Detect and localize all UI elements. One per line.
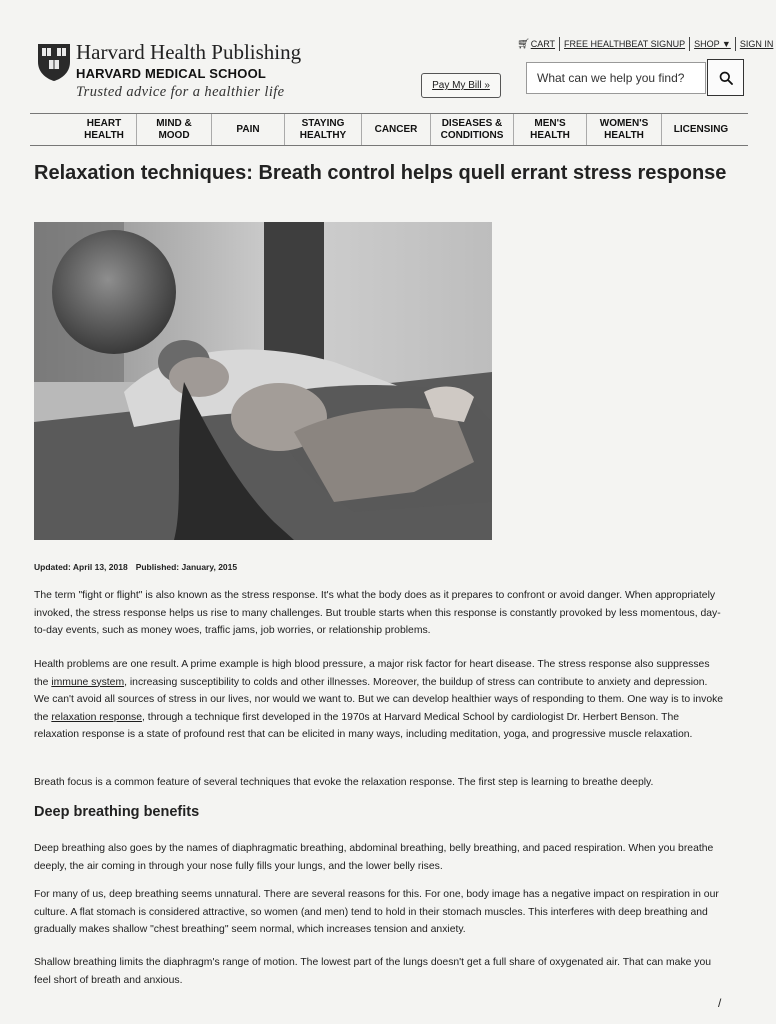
nav-label-line: DISEASES & — [441, 117, 503, 129]
cart-icon: 🛒︎ — [517, 38, 530, 50]
nav-item-label — [84, 118, 124, 142]
paragraph-4: Deep breathing also goes by the names of diaphragmatic breathing, abdominal breathing, belly breathing, and paced respiration. When you breathe deeply, the air coming in through your nose fully fills your lungs, and the lower belly rises. — [34, 843, 714, 872]
nav-bottom-rule — [30, 145, 748, 146]
nav-label-line: MOOD — [158, 129, 190, 141]
nav-item-label — [300, 118, 346, 142]
divider — [559, 37, 560, 51]
sign-in-link[interactable]: SIGN IN — [739, 39, 774, 49]
search-field — [526, 62, 706, 94]
healthbeat-signup-link[interactable]: FREE HEALTHBEAT SIGNUP — [564, 39, 686, 49]
nav-item-label — [236, 124, 259, 136]
paragraph-2-text: , increasing susceptibility to colds and other illnesses. Moreover, the buildup of stress can contribute to anxiety and depression. We can't avoid all sources of stress in our lives, nor would we want to. But we can develop healthier ways of responding to them. One way is to invoke the — [34, 676, 724, 723]
nav-item-label — [156, 118, 192, 142]
nav-label-line: LICENSING — [673, 123, 729, 135]
nav-item[interactable] — [285, 114, 362, 145]
divider — [735, 37, 736, 51]
search-button[interactable] — [707, 59, 744, 96]
article-title: Relaxation techniques: Breath control helps quell errant stress response — [34, 162, 727, 184]
nav-label-line: MEN'S — [534, 117, 566, 129]
hero-photo — [34, 222, 492, 540]
nav-label-line: CONDITIONS — [440, 129, 504, 141]
pay-my-bill-label: Pay My Bill » — [432, 80, 490, 91]
nav-item[interactable] — [587, 114, 662, 145]
relaxation-response-link[interactable]: relaxation response — [51, 711, 143, 723]
paragraph-5: For many of us, deep breathing seems unnatural. There are several reasons for this. For one, body image has a negative impact on respiration in our culture. A flat stomach is considered attractive, so women (and men) tend to hold in their stomach muscles. This interferes with deep breathing and gradually makes shallow "chest breathing" seem normal, which increases tension and anxiety. — [34, 889, 719, 935]
search-icon — [719, 71, 733, 85]
nav-item[interactable] — [431, 114, 514, 145]
paragraph-6: Shallow breathing limits the diaphragm's range of motion. The lowest part of the lungs doesn't get a full share of oxygenated air. That can make you feel short of breath and anxious. — [34, 957, 712, 986]
paragraph-2 — [34, 656, 724, 744]
nav-label-line: HEALTH — [530, 129, 570, 141]
shop-menu-link[interactable]: SHOP ▼ — [694, 39, 731, 49]
updated-date: Updated: April 13, 2018 — [34, 562, 128, 572]
nav-item-label — [674, 124, 728, 136]
nav-label-line: CANCER — [374, 123, 418, 135]
nav-item[interactable] — [362, 114, 431, 145]
nav-label-line: HEALTH — [604, 129, 644, 141]
divider — [689, 37, 690, 51]
nav-item[interactable] — [137, 114, 212, 145]
brand-tagline: Trusted advice for a healthier life — [76, 84, 285, 100]
published-date: Published: January, 2015 — [135, 562, 238, 572]
paragraph-1: The term "fight or flight" is also known as the stress response. It's what the body does as it prepares to confront or avoid danger. When appropriately invoked, the stress response helps us rise to many challenges. But trouble starts when this response is constantly provoked by less momentous, day-to-day events, such as money woes, traffic jams, job worries, or relationship problems. — [34, 590, 721, 636]
utility-links — [514, 37, 776, 51]
paragraph-3: Breath focus is a common feature of several techniques that evoke the relaxation response. The first step is learning to breathe deeply. — [34, 777, 654, 788]
paragraph-2-text: , through a technique first developed in the 1970s at Harvard Medical School by cardiologist Dr. Herbert Benson. The relaxation response is a state of profound rest that can be elicited in many ways, including meditation, yoga, and progressive muscle relaxation. — [34, 711, 693, 740]
page-mark: / — [718, 996, 722, 1010]
nav-label-line: HEART — [86, 117, 122, 129]
section-heading: Deep breathing benefits — [34, 804, 200, 820]
nav-label-line: PAIN — [236, 123, 260, 135]
brand-school: HARVARD MEDICAL SCHOOL — [76, 66, 267, 81]
search-input[interactable] — [535, 70, 704, 86]
nav-item-label — [530, 118, 570, 142]
harvard-shield-logo[interactable] — [36, 42, 72, 82]
article-dates — [34, 562, 237, 572]
nav-item[interactable] — [514, 114, 587, 145]
cart-label: CART — [530, 38, 556, 49]
nav-item[interactable] — [662, 114, 740, 145]
nav-item[interactable] — [212, 114, 285, 145]
nav-item-label — [600, 118, 649, 142]
cart-link[interactable] — [514, 39, 558, 50]
nav-item-label — [375, 124, 418, 136]
immune-system-link[interactable]: immune system — [51, 676, 125, 688]
pay-my-bill-button[interactable] — [421, 73, 501, 98]
nav-label-line: HEALTHY — [299, 129, 347, 141]
paragraph-2-text: Health problems are one result. A prime example is high blood pressure, a major risk factor for heart disease. The stress response also suppresses the — [34, 659, 710, 688]
main-nav — [72, 114, 740, 145]
nav-label-line: WOMEN'S — [599, 117, 649, 129]
nav-label-line: HEALTH — [84, 129, 124, 141]
brand-title[interactable]: Harvard Health Publishing — [76, 40, 302, 64]
nav-label-line: STAYING — [301, 117, 345, 129]
nav-item-label — [441, 118, 504, 142]
nav-item[interactable] — [72, 114, 137, 145]
nav-label-line: MIND & — [156, 117, 192, 129]
